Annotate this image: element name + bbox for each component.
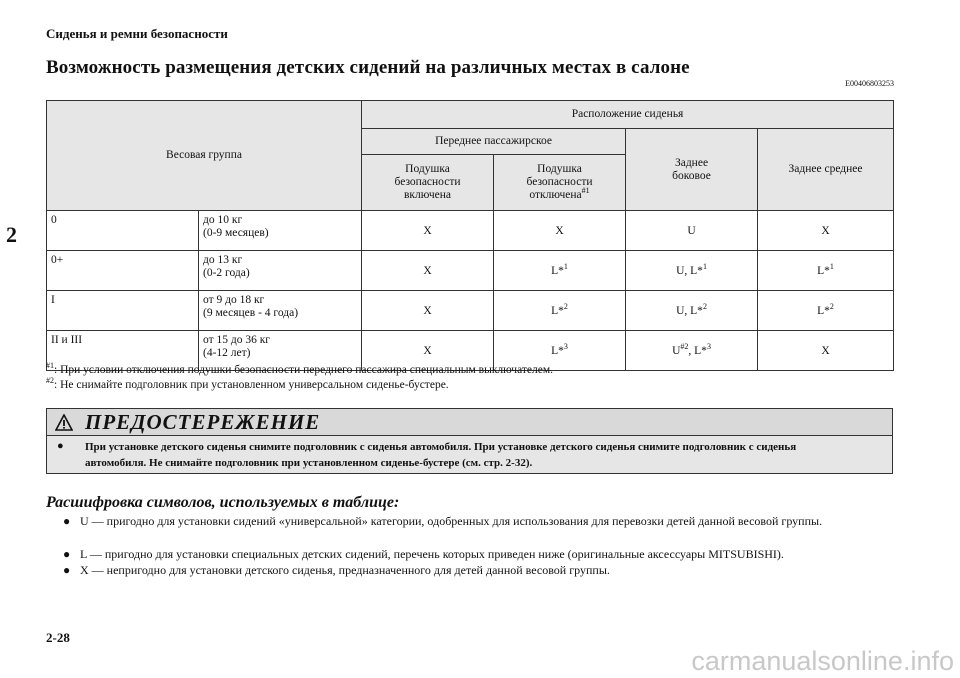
suitability-cell: X: [362, 331, 494, 371]
header-weight-group: Весовая группа: [47, 101, 362, 211]
weight-range-cell: [199, 211, 362, 251]
warning-line: автомобиля. Не снимайте подголовник при установленном сиденье-бустере (см. стр. 2-32).: [85, 457, 533, 469]
header-airbag-on: [362, 155, 494, 211]
age-range-line: (9 месяцев - 4 года): [203, 307, 299, 319]
running-head: Сиденья и ремни безопасности: [46, 26, 228, 41]
footnote-text: : Не снимайте подголовник при установленном универсальном сиденье-бустере.: [54, 379, 449, 391]
suitability-mark: X: [821, 224, 830, 237]
header-seat-location: Расположение сиденья: [362, 101, 894, 129]
suitability-cell: [626, 291, 758, 331]
footnote-ref: 2: [563, 301, 568, 311]
footnote-ref: 2: [702, 301, 707, 311]
age-range-line: (0-2 года): [203, 267, 250, 279]
footnote-ref: 3: [706, 341, 711, 351]
watermark: carmanualsonline.info: [691, 646, 954, 676]
bullet-icon: ●: [63, 563, 71, 577]
warning-title: ПРЕДОСТЕРЕЖЕНИЕ: [85, 410, 321, 434]
weight-range-line: от 9 до 18 кг: [203, 294, 265, 306]
header-front-passenger: Переднее пассажирское: [362, 129, 626, 155]
suitability-mark: U: [687, 224, 696, 237]
suitability-cell: [494, 211, 626, 251]
suitability-mark: L*: [817, 304, 830, 317]
table-row: [47, 251, 894, 291]
warning-header: [47, 409, 892, 436]
suitability-cell: [494, 251, 626, 291]
footnote-ref: #2: [680, 341, 689, 351]
warning-body: [47, 436, 892, 473]
suitability-cell: [626, 211, 758, 251]
footnote-mark: #2: [46, 376, 54, 386]
header-rear-side-line: боковое: [672, 169, 711, 182]
chapter-number: 2: [6, 222, 17, 247]
footnote-mark: #1: [46, 361, 54, 371]
page-heading: Возможность размещения детских сидений на различных местах в салоне: [46, 57, 690, 78]
document-code: E00406803253: [845, 79, 894, 88]
suitability-cell: [626, 331, 758, 371]
footnote-ref: 1: [829, 261, 834, 271]
warning-line: При установке детского сиденья снимите подголовник с сиденья автомобиля. При установке детского сиденья снимите подголовник с сиденья: [85, 441, 797, 453]
header-line: включена: [403, 189, 452, 201]
header-line: Подушка: [405, 163, 450, 175]
legend-item: U — пригодно для установки сидений «универсальной» категории, одобренных для использования для перевозки детей данной весовой группы.: [80, 514, 823, 528]
suitability-cell: [494, 291, 626, 331]
header-rear-side-line: Заднее: [674, 156, 709, 169]
header-rear-center: Заднее среднее: [758, 129, 894, 211]
footnote-ref: 1: [563, 261, 568, 271]
table-row: [47, 211, 894, 251]
weight-group-cell: 0+: [47, 251, 199, 291]
suitability-mark: L*: [817, 264, 830, 277]
suitability-mark: U, L*: [676, 264, 703, 277]
suitability-mark: L*: [551, 304, 564, 317]
age-range-line: (4-12 лет): [203, 347, 251, 359]
header-line: отключена: [529, 189, 582, 201]
suitability-cell: [758, 211, 894, 251]
legend-item: L — пригодно для установки специальных детских сидений, перечень которых приведен ниже (оригинальные аксессуары MITSUBISHI).: [80, 547, 784, 561]
bullet-icon: ●: [57, 440, 64, 452]
bullet-icon: ●: [63, 514, 71, 528]
suitability-mark: U: [672, 344, 681, 357]
header-rear-side: [626, 129, 758, 211]
bullet-icon: ●: [63, 547, 71, 561]
header-line: Подушка: [537, 163, 582, 175]
footnote-ref: 2: [829, 301, 834, 311]
suitability-cell: X: [362, 211, 494, 251]
footnote-ref: #1: [581, 186, 590, 196]
warning-triangle-icon: [55, 414, 73, 431]
weight-range-line: до 10 кг: [203, 214, 243, 226]
child-seat-table: [46, 100, 894, 371]
weight-range-line: до 13 кг: [203, 254, 243, 266]
weight-range-line: от 15 до 36 кг: [203, 334, 271, 346]
footnote-ref: 1: [702, 261, 707, 271]
header-line: безопасности: [526, 176, 593, 188]
header-line: безопасности: [394, 176, 461, 188]
weight-group-cell: II и III: [47, 331, 199, 371]
footnote-2: [46, 376, 449, 391]
suitability-cell: [626, 251, 758, 291]
table-row: [47, 291, 894, 331]
suitability-cell: X: [362, 251, 494, 291]
page-number: 2-28: [46, 630, 70, 645]
warning-box: [46, 408, 893, 474]
suitability-cell: X: [362, 291, 494, 331]
weight-group-cell: I: [47, 291, 199, 331]
suitability-cell: [758, 291, 894, 331]
legend-item: X — непригодно для установки детского сиденья, предназначенного для детей данной весовой группы.: [80, 563, 610, 577]
weight-group-cell: 0: [47, 211, 199, 251]
suitability-mark: U, L*: [676, 304, 703, 317]
suitability-mark: , L*: [688, 344, 707, 357]
footnote-text: : При условии отключения подушки безопасности переднего пассажира специальным выключателем.: [54, 364, 554, 376]
legend-title: Расшифровка символов, используемых в таблице:: [46, 494, 400, 511]
suitability-mark: L*: [551, 344, 564, 357]
warning-text: [85, 439, 885, 471]
footnote-ref: 3: [563, 341, 568, 351]
suitability-mark: L*: [551, 264, 564, 277]
suitability-cell: [758, 251, 894, 291]
weight-range-cell: [199, 251, 362, 291]
suitability-cell: [758, 331, 894, 371]
weight-range-cell: [199, 291, 362, 331]
suitability-mark: X: [821, 344, 830, 357]
suitability-mark: X: [555, 224, 564, 237]
age-range-line: (0-9 месяцев): [203, 227, 269, 239]
footnote-1: [46, 361, 554, 376]
header-airbag-off: [494, 155, 626, 211]
